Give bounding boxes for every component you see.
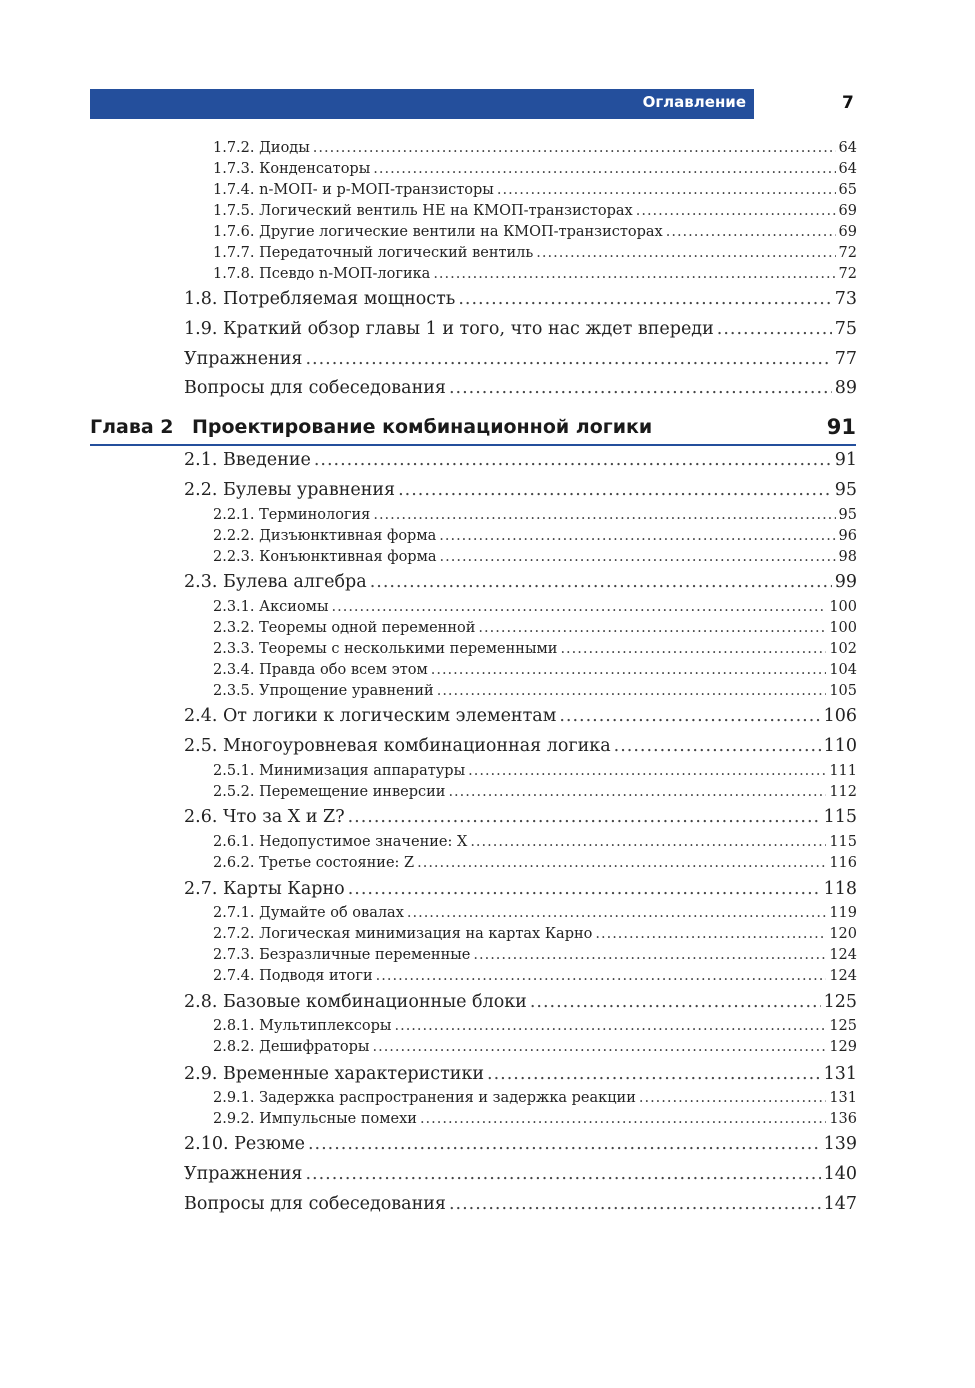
dot-leader — [666, 224, 836, 240]
toc-entry-title: 2.3.4. Правда обо всем этом — [213, 662, 428, 678]
dot-leader — [420, 1111, 826, 1127]
toc-entry-page: 110 — [823, 736, 857, 756]
toc-entry-page: 95 — [834, 480, 857, 500]
dot-leader — [313, 140, 836, 156]
toc-entry-title: 2.6. Что за X и Z? — [184, 807, 345, 827]
toc-entry-title: 2.3.3. Теоремы с несколькими переменными — [213, 641, 558, 657]
dot-leader — [636, 203, 836, 219]
toc-entry-page: 147 — [823, 1194, 857, 1214]
dot-leader — [332, 599, 827, 615]
toc-entry-title: 1.7.4. n-МОП- и p-МОП-транзисторы — [213, 182, 494, 198]
dot-leader — [394, 1018, 826, 1034]
toc-entry-title: 1.7.7. Передаточный логический вентиль — [213, 245, 534, 261]
toc-entry-title: 2.7.4. Подводя итоги — [213, 968, 373, 984]
chapter-heading[interactable] — [90, 414, 856, 444]
toc-subsection[interactable] — [213, 855, 857, 871]
dot-leader — [468, 763, 826, 779]
toc-entry-title: 2.1. Введение — [184, 450, 311, 470]
chapter-label: Глава 2 — [90, 416, 174, 438]
toc-subsection[interactable] — [213, 1111, 857, 1127]
toc-entry-page: 96 — [838, 528, 857, 544]
toc-subsection[interactable] — [213, 683, 857, 699]
toc-section[interactable] — [184, 349, 857, 369]
toc-entry-page: 115 — [823, 807, 857, 827]
toc-entry-page: 72 — [838, 266, 857, 282]
toc-entry-page: 72 — [838, 245, 857, 261]
toc-section[interactable] — [184, 807, 857, 827]
toc-entry-page: 104 — [829, 662, 857, 678]
toc-section[interactable] — [184, 992, 857, 1012]
toc-entry-title: Вопросы для собеседования — [184, 1194, 446, 1214]
toc-entry-page: 89 — [834, 378, 857, 398]
toc-subsection[interactable] — [213, 528, 857, 544]
toc-entry-title: 2.3. Булева алгебра — [184, 572, 367, 592]
dot-leader — [373, 507, 835, 523]
toc-subsection[interactable] — [213, 620, 857, 636]
toc-entry-page: 115 — [829, 834, 857, 850]
dot-leader — [470, 834, 826, 850]
toc-section[interactable] — [184, 450, 857, 470]
toc-entry-title: 1.9. Краткий обзор главы 1 и того, что нас ждет впереди — [184, 319, 714, 339]
dot-leader — [417, 855, 826, 871]
toc-entry-page: 125 — [829, 1018, 857, 1034]
toc-subsection[interactable] — [213, 161, 857, 177]
toc-entry-page: 140 — [823, 1164, 857, 1184]
toc-entry-page: 73 — [834, 289, 857, 309]
toc-section[interactable] — [184, 319, 857, 339]
dot-leader — [348, 807, 821, 827]
toc-entry-page: 139 — [823, 1134, 857, 1154]
dot-leader — [478, 620, 826, 636]
toc-entry-page: 116 — [829, 855, 857, 871]
running-header-bar — [90, 89, 754, 119]
toc-entry-title: 2.5.1. Минимизация аппаратуры — [213, 763, 466, 779]
toc-section[interactable] — [184, 1064, 857, 1084]
toc-subsection[interactable] — [213, 662, 857, 678]
toc-section[interactable] — [184, 879, 857, 899]
toc-entry-title: 2.9.2. Импульсные помехи — [213, 1111, 417, 1127]
toc-entry-title: 2.5. Многоуровневая комбинационная логика — [184, 736, 611, 756]
toc-section[interactable] — [184, 378, 857, 398]
dot-leader — [449, 1194, 821, 1214]
dot-leader — [560, 641, 826, 657]
toc-entry-title: 2.7.3. Безразличные переменные — [213, 947, 471, 963]
dot-leader — [433, 266, 835, 282]
dot-leader — [448, 784, 826, 800]
toc-entry-title: 2.8.2. Дешифраторы — [213, 1039, 370, 1055]
toc-entry-page: 129 — [829, 1039, 857, 1055]
toc-entry-title: 2.3.5. Упрощение уравнений — [213, 683, 434, 699]
toc-section[interactable] — [184, 736, 857, 756]
dot-leader — [372, 1039, 826, 1055]
toc-entry-title: 1.7.8. Псевдо n-МОП-логика — [213, 266, 431, 282]
toc-section[interactable] — [184, 1194, 857, 1214]
toc-entry-page: 91 — [834, 450, 857, 470]
toc-entry-title: 2.2.2. Дизъюнктивная форма — [213, 528, 437, 544]
dot-leader — [308, 1134, 821, 1154]
chapter-page: 91 — [826, 415, 856, 439]
toc-entry-page: 125 — [823, 992, 857, 1012]
toc-subsection[interactable] — [213, 784, 857, 800]
toc-entry-title: Упражнения — [184, 1164, 303, 1184]
toc-entry-page: 64 — [838, 161, 857, 177]
toc-entry-title: 2.4. От логики к логическим элементам — [184, 706, 557, 726]
toc-section[interactable] — [184, 1134, 857, 1154]
dot-leader — [717, 319, 832, 339]
dot-leader — [487, 1064, 821, 1084]
toc-section[interactable] — [184, 1164, 857, 1184]
toc-entry-page: 64 — [838, 140, 857, 156]
toc-subsection[interactable] — [213, 834, 857, 850]
toc-subsection[interactable] — [213, 926, 857, 942]
toc-subsection[interactable] — [213, 245, 857, 261]
toc-subsection[interactable] — [213, 224, 857, 240]
dot-leader — [497, 182, 836, 198]
toc-entry-title: 2.2.1. Терминология — [213, 507, 371, 523]
dot-leader — [639, 1090, 826, 1106]
toc-subsection[interactable] — [213, 968, 857, 984]
toc-subsection[interactable] — [213, 1039, 857, 1055]
toc-entry-page: 69 — [838, 203, 857, 219]
toc-section[interactable] — [184, 706, 857, 726]
dot-leader — [614, 736, 821, 756]
toc-entry-title: 2.7.1. Думайте об овалах — [213, 905, 404, 921]
toc-entry-page: 65 — [838, 182, 857, 198]
toc-section[interactable] — [184, 480, 857, 500]
toc-entry-title: 1.7.3. Конденсаторы — [213, 161, 371, 177]
toc-subsection[interactable] — [213, 1018, 857, 1034]
toc-entry-title: 1.8. Потребляемая мощность — [184, 289, 456, 309]
toc-entry-page: 119 — [829, 905, 857, 921]
dot-leader — [449, 378, 832, 398]
toc-entry-page: 69 — [838, 224, 857, 240]
toc-entry-title: 2.7.2. Логическая минимизация на картах Карно — [213, 926, 593, 942]
toc-subsection[interactable] — [213, 905, 857, 921]
dot-leader — [373, 161, 835, 177]
toc-entry-page: 124 — [829, 968, 857, 984]
dot-leader — [473, 947, 826, 963]
page-number: 7 — [842, 93, 854, 113]
toc-entry-page: 136 — [829, 1111, 857, 1127]
toc-entry-page: 118 — [823, 879, 857, 899]
dot-leader — [536, 245, 835, 261]
toc-subsection[interactable] — [213, 1090, 857, 1106]
dot-leader — [348, 879, 821, 899]
toc-entry-page: 124 — [829, 947, 857, 963]
toc-entry-title: 2.2.3. Конъюнктивная форма — [213, 549, 437, 565]
dot-leader — [314, 450, 832, 470]
toc-entry-title: 2.6.1. Недопустимое значение: X — [213, 834, 468, 850]
toc-subsection[interactable] — [213, 599, 857, 615]
toc-entry-page: 106 — [823, 706, 857, 726]
toc-entry-title: 1.7.6. Другие логические вентили на КМОП-транзисторах — [213, 224, 663, 240]
toc-entry-title: 2.5.2. Перемещение инверсии — [213, 784, 446, 800]
toc-entry-title: 1.7.5. Логический вентиль НЕ на КМОП-транзисторах — [213, 203, 633, 219]
toc-entry-title: 2.2. Булевы уравнения — [184, 480, 396, 500]
dot-leader — [370, 572, 832, 592]
toc-subsection[interactable] — [213, 763, 857, 779]
toc-entry-page: 111 — [829, 763, 857, 779]
dot-leader — [559, 706, 820, 726]
dot-leader — [305, 349, 831, 369]
dot-leader — [530, 992, 821, 1012]
toc-entry-title: 2.9. Временные характеристики — [184, 1064, 485, 1084]
toc-entry-page: 102 — [829, 641, 857, 657]
chapter-divider — [90, 444, 856, 446]
toc-subsection[interactable] — [213, 507, 857, 523]
dot-leader — [440, 549, 836, 565]
toc-subsection[interactable] — [213, 203, 857, 219]
toc-entry-page: 99 — [834, 572, 857, 592]
toc-entry-title: Вопросы для собеседования — [184, 378, 446, 398]
toc-entry-page: 100 — [829, 599, 857, 615]
toc-subsection[interactable] — [213, 641, 857, 657]
toc-entry-page: 131 — [829, 1090, 857, 1106]
dot-leader — [595, 926, 826, 942]
toc-entry-title: 2.7. Карты Карно — [184, 879, 345, 899]
toc-subsection[interactable] — [213, 182, 857, 198]
running-header-title: Оглавление — [642, 93, 746, 111]
toc-subsection[interactable] — [213, 140, 857, 156]
toc-entry-title: 2.3.1. Аксиомы — [213, 599, 329, 615]
toc-entry-title: 2.8.1. Мультиплексоры — [213, 1018, 392, 1034]
dot-leader — [407, 905, 826, 921]
toc-entry-page: 75 — [834, 319, 857, 339]
toc-entry-page: 98 — [838, 549, 857, 565]
dot-leader — [458, 289, 831, 309]
toc-entry-page: 131 — [823, 1064, 857, 1084]
dot-leader — [439, 528, 835, 544]
toc-subsection[interactable] — [213, 947, 857, 963]
toc-entry-title: Упражнения — [184, 349, 303, 369]
dot-leader — [398, 480, 832, 500]
toc-entry-page: 77 — [834, 349, 857, 369]
toc-subsection[interactable] — [213, 266, 857, 282]
dot-leader — [376, 968, 827, 984]
toc-entry-title: 2.3.2. Теоремы одной переменной — [213, 620, 476, 636]
toc-entry-title: 2.8. Базовые комбинационные блоки — [184, 992, 527, 1012]
toc-subsection[interactable] — [213, 549, 857, 565]
toc-entry-page: 112 — [829, 784, 857, 800]
toc-entry-page: 105 — [829, 683, 857, 699]
dot-leader — [437, 683, 827, 699]
toc-entry-title: 2.6.2. Третье состояние: Z — [213, 855, 415, 871]
toc-entry-title: 2.9.1. Задержка распространения и задержка реакции — [213, 1090, 636, 1106]
toc-entry-title: 2.10. Резюме — [184, 1134, 305, 1154]
dot-leader — [305, 1164, 820, 1184]
toc-section[interactable] — [184, 572, 857, 592]
dot-leader — [431, 662, 827, 678]
toc-entry-page: 100 — [829, 620, 857, 636]
toc-entry-title: 1.7.2. Диоды — [213, 140, 310, 156]
toc-section[interactable] — [184, 289, 857, 309]
toc-entry-page: 95 — [838, 507, 857, 523]
chapter-title: Проектирование комбинационной логики — [192, 416, 653, 438]
toc-entry-page: 120 — [829, 926, 857, 942]
